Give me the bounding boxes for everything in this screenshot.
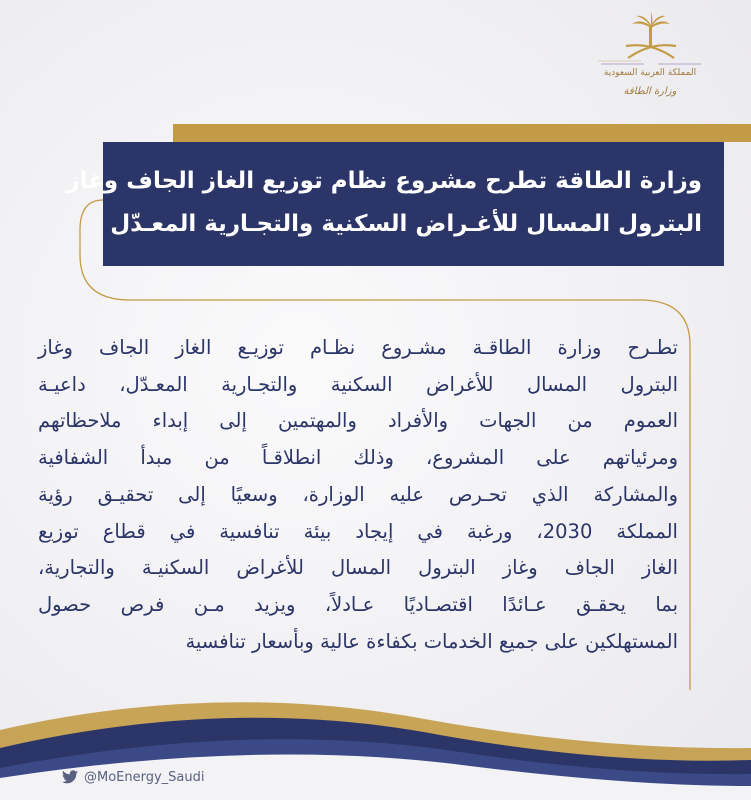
logo-kingdom-text: المملكة العربية السعودية bbox=[603, 68, 697, 78]
body-paragraph bbox=[38, 330, 678, 660]
title-box bbox=[66, 142, 724, 266]
body-line: والمشاركة الذي تحـرص عليه الوزارة، وسعيًا إلى تحقيـق رؤية bbox=[38, 482, 678, 506]
body-line: المملكة 2030، ورغبة في إيجاد بيئة تنافسية في قطاع توزيع bbox=[38, 519, 678, 543]
twitter-handle[interactable]: @MoEnergy_Saudi bbox=[84, 769, 205, 785]
body-line: بما يحقـق عـائدًا اقتصـاديًا عـادلاً، ويزيد مـن فرص حصول bbox=[38, 592, 678, 616]
logo-ministry-text: وزارة الطاقة bbox=[623, 86, 677, 97]
body-line: المستهلكين على جميع الخدمات بكفاءة عالية وبأسعار تنافسية bbox=[185, 629, 678, 653]
title-line-2: البترول المسال للأغـراض السكنية والتجـارية المعـدّل bbox=[110, 211, 702, 237]
body-line: البترول المسال للأغراض السكنية والتجـارية المعـدّل، داعيـة bbox=[38, 372, 678, 396]
body-line: تطـرح وزارة الطاقـة مشـروع نظـام توزيـع الغاز الجاف وغاز bbox=[38, 336, 678, 359]
body-line: العموم من الجهات والأفراد والمهتمين إلى إبداء ملاحظاتهم bbox=[38, 409, 678, 433]
title-accent-bar bbox=[173, 124, 751, 142]
title-line-1: وزارة الطاقة تطرح مشروع نظام توزيع الغاز الجاف وغاز bbox=[66, 168, 702, 194]
twitter-icon[interactable] bbox=[62, 770, 78, 784]
body-line: الغاز الجاف وغاز البترول المسال للأغراض السكنيـة والتجارية، bbox=[38, 556, 678, 580]
footer-social bbox=[62, 768, 205, 786]
body-line: ومرئياتهم على المشروع، وذلك انطلاقـاً من مبدأ الشفافية bbox=[38, 446, 678, 470]
